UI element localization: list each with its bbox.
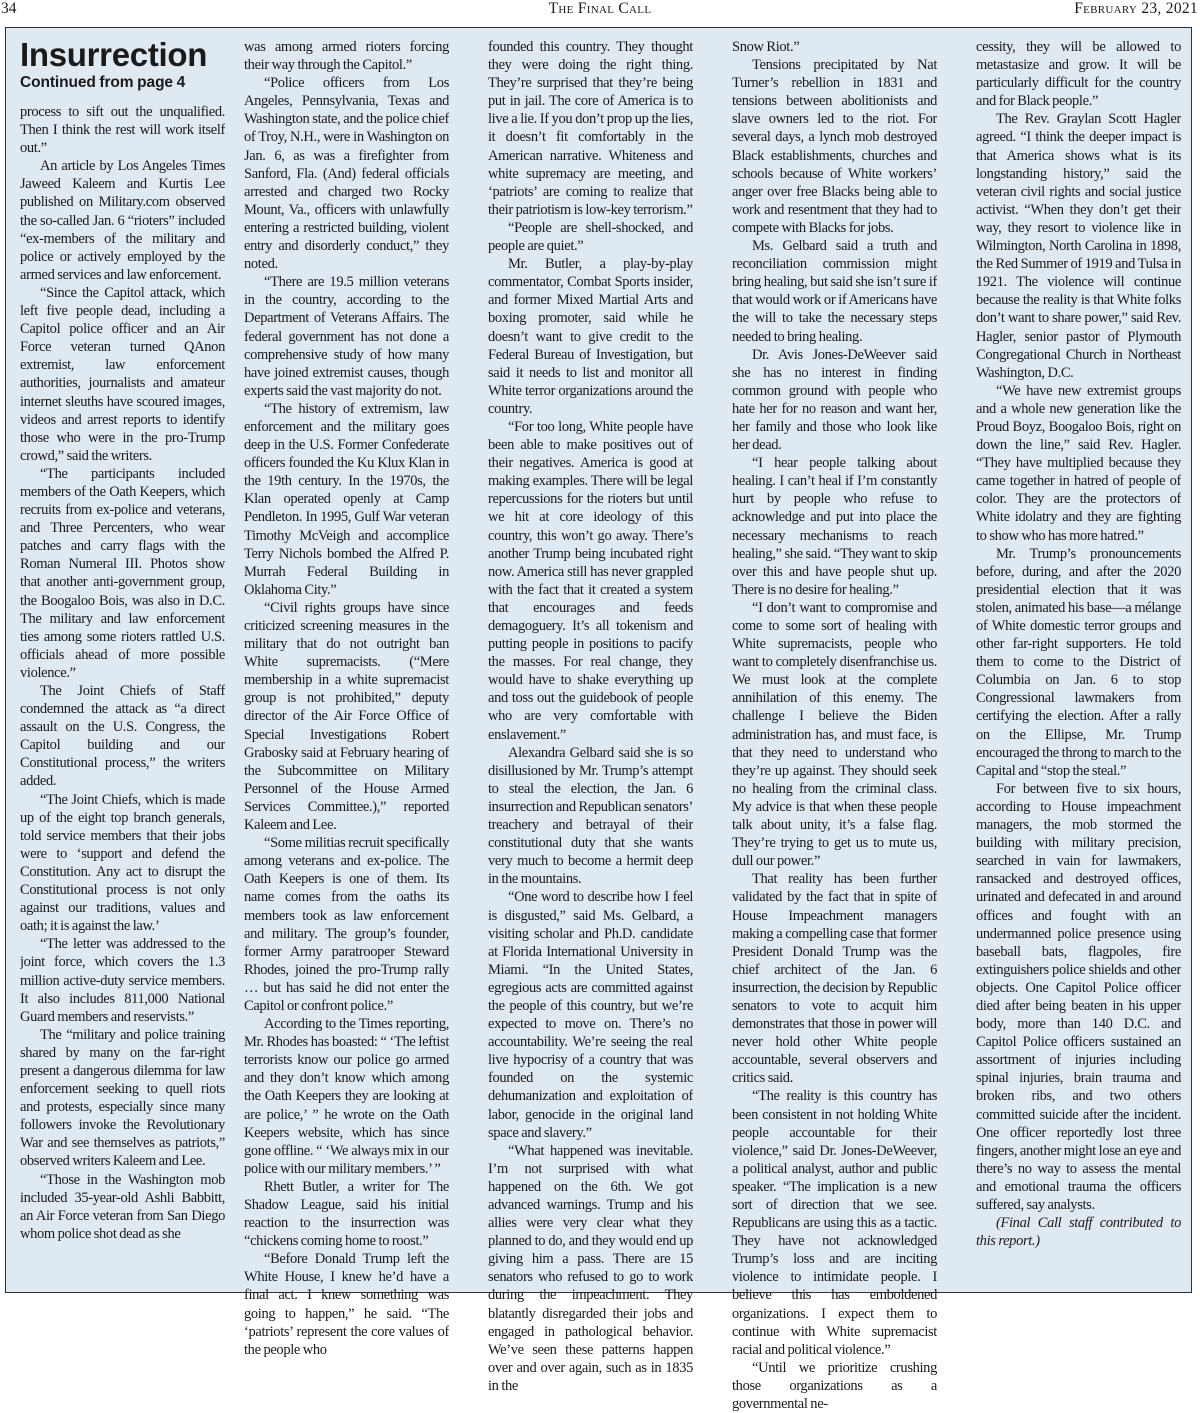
- paragraph: “Since the Capitol attack, which left five people dead, including a Capitol police officer and an Air Force veteran turned QAnon extremist, law enforcement authorities, journalists and amateur internet sleuths have scoured images, videos and arrest reports to identify those who were in the pro-Trump crowd,” said the writers.: [20, 284, 225, 464]
- paragraph: “We have new extremist groups and a whole new generation like the Proud Boyz, Boogaloo Bois, right on down the line,” said Rev. Hagler. “They have multiplied because they came together in hatred of people of color. They are the protectors of White idolatry and they are fighting to show who has more hatred.”: [976, 382, 1181, 544]
- paragraph: “I don’t want to compromise and come to some sort of healing with White supremacists, people who want to completely disenfranchise us. We must look at the complete annihilation of this enemy. The challenge I believe the Biden administration has, and must face, is that they need to understand who they’re up against. They should seek no healing from the criminal class. My advice is that when these people talk about unity, it’s a false flag. They’re trying to get us to mute us, dull our power.”: [732, 599, 937, 870]
- paragraph: “One word to describe how I feel is disgusted,” said Ms. Gelbard, a visiting scholar and Ph.D. candidate at Florida International University in Miami. “In the United States, egregious acts are committed against the people of this country, but we’re expected to move on. There’s no accountability. We’re seeing the real live hypocrisy of a country that was founded on the systemic dehumanization and exploitation of labor, genocide in the original land space and slavery.”: [488, 889, 693, 1141]
- paragraph: “The history of extremism, law enforcement and the military goes deep in the U.S. Former Confederate officers founded the Ku Klux Klan in the 19th century. In the 1970s, the Klan operated openly at Camp Pendleton. In 1995, Gulf War veteran Timothy McVeigh and accomplice Terry Nichols bombed the Alfred P. Murrah Federal Building in Oklahoma City.”: [244, 400, 449, 598]
- page-number: 34: [1, 0, 17, 17]
- paragraph: That reality has been further validated by the fact that in spite of House Impeachment managers making a compelling case that former President Donald Trump was the chief architect of the Jan. 6 insurrection, the decision by Republic senators to vote to acquit him demonstrates that those in power will never hold other White people accountable, several observers and critics said.: [732, 871, 937, 1087]
- issue-date: February 23, 2021: [1074, 0, 1198, 17]
- paragraph: Mr. Trump’s pronouncements before, during, and after the 2020 presidential election that it was stolen, animated his base—a mélange of White domestic terror groups and other far-right supporters. He told them to come to the District of Columbia on Jan. 6 to stop Congressional lawmakers from certifying the election. After a rally on the Ellipse, Mr. Trump encouraged the throng to march to the Capital and “stop the steal.”: [976, 545, 1181, 779]
- paragraph: Mr. Butler, a play-by-play commentator, Combat Sports insider, and former Mixed Martial Arts and boxing promoter, said while he doesn’t want to give credit to the Federal Bureau of Investigation, but said it needs to list and monitor all White terror organizations around the country.: [488, 256, 693, 417]
- paragraph: “I hear people talking about healing. I can’t heal if I’m constantly hurt by people who refuse to acknowledge and put into place the necessary mechanisms to reach healing,” she said. “They want to skip over this and have people shut up. There is no desire for healing.”: [732, 455, 937, 598]
- column-5: [976, 38, 1181, 1250]
- paragraph: Rhett Butler, a writer for The Shadow League, said his initial reaction to the insurrection was “chickens coming home to roost.”: [244, 1178, 449, 1250]
- paragraph: “People are shell-shocked, and people are quiet.”: [488, 219, 693, 255]
- paragraph: cessity, they will be allowed to metastasize and grow. It will be particularly difficult for the country and for Black people.”: [976, 39, 1181, 110]
- page-header: [0, 0, 1200, 17]
- paragraph: An article by Los Angeles Times Jaweed Kaleem and Kurtis Lee published on Military.com observed the so-called Jan. 6 “rioters” included “ex-members of the military and police or actively employed by the armed services and law enforcement.: [20, 158, 225, 283]
- paragraph: “Before Donald Trump left the White House, I knew he’d have a final act. I knew something was going to happen,” he said. “The ‘patriots’ represent the core values of the people who: [244, 1251, 449, 1358]
- paragraph: “The reality is this country has been consistent in not holding White people accountable for their violence,” said Dr. Jones-DeWeever, a political analyst, author and public speaker. “The implication is a new sort of direction that we see. Republicans are using this as a tactic. They have not acknowledged Trump’s loss and are inciting violence to intimidate people. I believe this has emboldened organizations. I expect them to continue with White supremacist racial and political violence.”: [732, 1088, 937, 1358]
- paragraph: Dr. Avis Jones-DeWeever said she has no interest in finding common ground with people who hate her for no reason and want her, her family and those who look like her dead.: [732, 346, 937, 454]
- column-2: [244, 38, 449, 1359]
- paragraph: “Until we prioritize crushing those organizations as a governmental ne-: [732, 1359, 937, 1413]
- article-box: [5, 27, 1192, 1413]
- paragraph: “What happened was inevitable. I’m not surprised with what happened on the 6th. We got advanced warnings. Trump and his allies were very clear what they planned to do, and they would end up giving him a pass. There are 15 senators who refused to go to work during the impeachment. They blatantly disregarded their jobs and engaged in pathological behavior. We’ve seen these patterns happen over and over again, such as in 1835 in the: [488, 1142, 693, 1394]
- column-1: [20, 38, 225, 1243]
- column-4: [732, 38, 937, 1413]
- paragraph: Tensions precipitated by Nat Turner’s rebellion in 1831 and tensions between abolitionists and slave owners led to the riot. For several days, a lynch mob destroyed Black establishments, churches and schools because of White workers’ anger over free Blacks being able to work and resentment that they had to compete with Blacks for jobs.: [732, 57, 937, 236]
- paragraph: Alexandra Gelbard said she is so disillusioned by Mr. Trump’s attempt to steal the election, the Jan. 6 insurrection and Republican senators’ treachery and betrayal of their constitutional duty that she wants very much to become a hermit deep in the mountains.: [488, 744, 693, 888]
- paragraph: “Some militias recruit specifically among veterans and ex-police. The Oath Keepers is one of them. Its name comes from the oaths its members took as law enforcement and military. The group’s founder, former Army paratrooper Steward Rhodes, joined the pro-Trump rally … but has said he did not enter the Capitol or confront police.”: [244, 835, 449, 1014]
- publication-name: The Final Call: [548, 0, 652, 17]
- paragraph: The Rev. Graylan Scott Hagler agreed. “I think the deeper impact is that America shows what is its longstanding history,” said the veteran civil rights and social justice activist. “When they don’t get their way, they resort to violence like in Wilmington, North Carolina in 1898, the Red Summer of 1919 and Tulsa in 1921. The violence will continue because the reality is that White folks don’t want to share power,” said Rev. Hagler, senior pastor of Plymouth Congregational Church in Northeast Washington, D.C.: [976, 111, 1181, 381]
- paragraph: “The letter was addressed to the joint force, which covers the 1.3 million active-duty service members. It also includes 811,000 National Guard members and reservists.”: [20, 936, 225, 1025]
- paragraph: “Civil rights groups have since criticized screening measures in the military that do not outright ban White supremacists. (“Mere membership in a white supremacist group is not prohibited,” deputy director of the Air Force Office of Special Investigations Robert Grabosky said at February hearing of the Subcommittee on Military Personnel of the House Armed Services Committee.),” reported Kaleem and Lee.: [244, 599, 449, 834]
- staff-credit: (Final Call staff contributed to this report.): [976, 1215, 1181, 1250]
- paragraph: The “military and police training shared by many on the far-right present a dangerous dilemma for law enforcement seeking to quell riots and protests, especially since many followers invoke the Revolutionary War and see themselves as patriots,” observed writers Kaleem and Lee.: [20, 1026, 225, 1170]
- paragraph: The Joint Chiefs of Staff condemned the attack as “a direct assault on the U.S. Congress, the Capitol building and our Constitutional process,” the writers added.: [20, 683, 225, 790]
- paragraph: “Police officers from Los Angeles, Pennsylvania, Texas and Washington state, and the police chief of Troy, N.H., were in Washington on Jan. 6, as was a firefighter from Sanford, Fla. (And) federal officials arrested and charged two Rocky Mount, Va., officers with unlawfully entering a restricted building, violent entry and disorderly conduct,” they noted.: [244, 75, 449, 273]
- paragraph: For between five to six hours, according to House impeachment managers, the mob stormed the building with military precision, searched in vain for lawmakers, ransacked and destroyed offices, urinated and defecated in and around offices and fought with an undermanned police presence using baseball bats, flagpoles, fire extinguishers police shields and other objects. One Capitol Police officer died after being beaten in his upper body, more than 140 D.C. and Capitol Police officers sustained an assortment of injuries including spinal injuries, brain trauma and broken ribs, and two others committed suicide after the incident. One officer reportedly lost three fingers, another might lose an eye and there’s no way to assess the mental and emotional trauma the officers suffered, say analysts.: [976, 780, 1181, 1213]
- paragraph: “For too long, White people have been able to make positives out of their negatives. America is good at making examples. There will be legal repercussions for the rioters but until we hit at core ideology of this country, this won’t go away. There’s another Trump being incubated right now. America still has never grappled with the fact that it created a system that encourages and feeds demagoguery. It’s all tokenism and putting people in positions to pacify the masses. For real change, they would have to shake everything up and toss out the guidebook of people who are very comfortable with enslavement.”: [488, 418, 693, 743]
- paragraph: process to sift out the unqualified. Then I think the rest will work itself out.”: [20, 104, 225, 157]
- paragraph: Ms. Gelbard said a truth and reconciliation commission might bring healing, but said she isn’t sure if that would work or if Americans have the will to take the necessary steps needed to bring healing.: [732, 238, 937, 345]
- headline: Insurrection: [20, 38, 208, 73]
- paragraph: Snow Riot.”: [732, 39, 800, 55]
- continued-from-label: Continued from page 4: [20, 74, 186, 91]
- paragraph: “The Joint Chiefs, which is made up of the eight top branch generals, told service members that their jobs were to ‘support and defend the Constitution. Any act to disrupt the Constitutional process is not only against our traditions, values and oath; it is against the law.’: [20, 791, 225, 935]
- paragraph: founded this country. They thought they were doing the right thing. They’re surprised that they’re being put in jail. The core of America is to live a lie. If you don’t prop up the lies, it doesn’t fit comfortably in the American narrative. Whiteness and white supremacy are meeting, and ‘patriots’ are coming to realize that their patriotism is low-key terrorism.”: [488, 39, 693, 218]
- paragraph: “The participants included members of the Oath Keepers, which recruits from ex-police and veterans, and Three Percenters, who wear patches and carry flags with the Roman Numeral III. Photos show that another anti-government group, the Boogaloo Bois, was also in D.C. The military and law enforcement ties among some rioters rattled U.S. officials ahead of more possible violence.”: [20, 465, 225, 681]
- paragraph: According to the Times reporting, Mr. Rhodes has boasted: “ ‘The leftist terrorists know our police go armed and they don’t know which among the Oath Keepers they are looking at are police,’ ” he wrote on the Oath Keepers website, which has since gone offline. “ ‘We always mix in our police with our military members.’ ”: [244, 1016, 449, 1177]
- paragraph: was among armed rioters forcing their way through the Capitol.”: [244, 39, 449, 74]
- paragraph: “Those in the Washington mob included 35-year-old Ashli Babbitt, an Air Force veteran from San Diego whom police shot dead as she: [20, 1171, 225, 1242]
- paragraph: “There are 19.5 million veterans in the country, according to the Department of Veterans Affairs. The federal government has not done a comprehensive study of how many have joined extremist causes, though experts said the vast majority do not.: [244, 274, 449, 399]
- column-3: [488, 38, 693, 1395]
